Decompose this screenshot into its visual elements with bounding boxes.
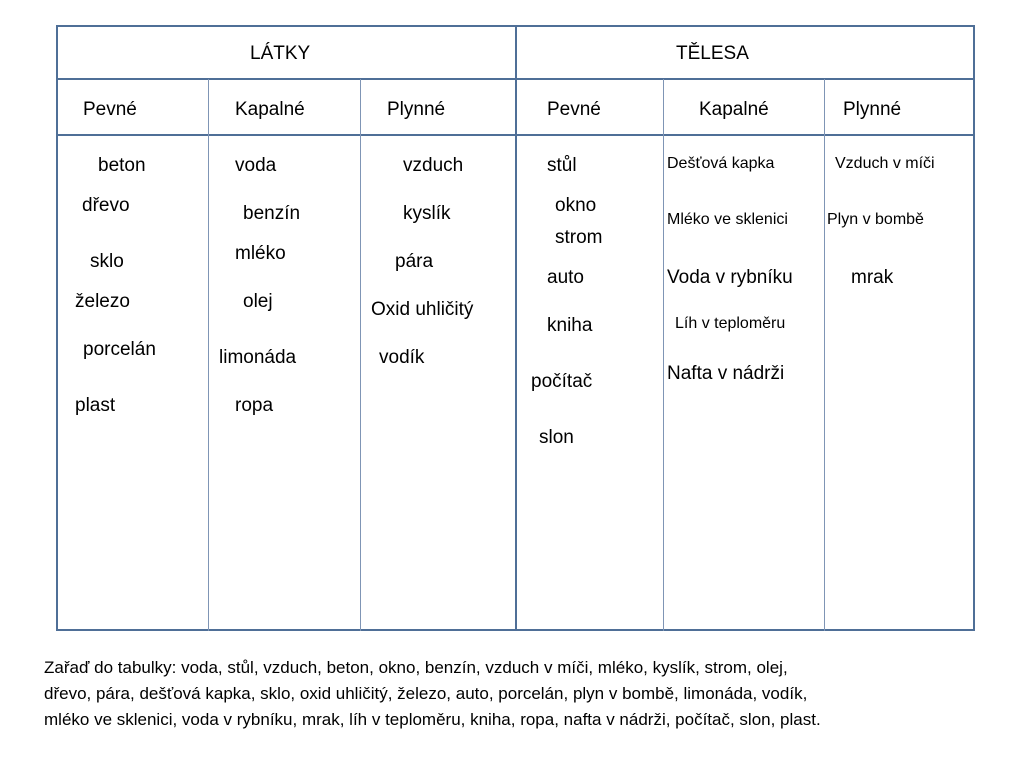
cell-latky-kapalne-item: ropa	[235, 395, 274, 416]
subheader-telesa-pevne: Pevné	[547, 99, 601, 120]
cell-telesa-kapalne-item: Líh v teploměru	[675, 315, 786, 332]
cell-telesa-kapalne-item: Mléko ve sklenici	[667, 211, 788, 228]
cell-telesa-pevne-item: stůl	[547, 155, 577, 176]
cell-latky-pevne-item: dřevo	[82, 195, 130, 216]
cell-telesa-kapalne-item: Nafta v nádrži	[667, 363, 785, 384]
table-divider-groups	[515, 25, 517, 631]
cell-telesa-kapalne-item: Dešťová kapka	[667, 155, 775, 172]
cell-latky-plynne-item: vodík	[379, 347, 425, 368]
table-divider-col4	[663, 79, 664, 631]
instructions-line: Zařaď do tabulky: voda, stůl, vzduch, beton, okno, benzín, vzduch v míči, mléko, kyslík, strom, olej,	[44, 658, 788, 677]
cell-latky-plynne-item: pára	[395, 251, 434, 272]
instructions-line: dřevo, pára, dešťová kapka, sklo, oxid uhličitý, železo, auto, porcelán, plyn v bombě, limonáda, vodík,	[44, 684, 808, 703]
cell-telesa-pevne-item: počítač	[531, 371, 593, 392]
table-divider-col2	[360, 79, 361, 631]
subheader-telesa-kapalne: Kapalné	[699, 99, 769, 120]
cell-telesa-pevne-item: okno	[555, 195, 597, 216]
instructions-text	[44, 655, 1014, 733]
cell-latky-plynne-item: Oxid uhličitý	[371, 299, 474, 320]
cell-latky-kapalne-item: olej	[243, 291, 273, 312]
cell-telesa-plynne-item: Plyn v bombě	[827, 211, 924, 228]
cell-latky-pevne-item: plast	[75, 395, 116, 416]
cell-telesa-kapalne-item: Voda v rybníku	[667, 267, 793, 288]
cell-telesa-pevne-item: kniha	[547, 315, 593, 336]
cell-latky-pevne-item: sklo	[90, 251, 124, 272]
subheader-latky-pevne: Pevné	[83, 99, 137, 120]
cell-telesa-pevne-item: strom	[555, 227, 603, 248]
cell-latky-plynne-item: kyslík	[403, 203, 451, 224]
cell-latky-pevne-item: železo	[75, 291, 130, 312]
subheader-telesa-plynne: Plynné	[843, 99, 902, 120]
cell-telesa-pevne-item: slon	[539, 427, 574, 448]
instructions-line: mléko ve sklenici, voda v rybníku, mrak, líh v teploměru, kniha, ropa, nafta v nádrži, počítač, slon, plast.	[44, 710, 821, 729]
cell-latky-pevne-item: beton	[98, 155, 146, 176]
cell-telesa-plynne-item: Vzduch v míči	[835, 155, 935, 172]
cell-telesa-pevne-item: auto	[547, 267, 584, 288]
group-header-telesa: TĚLESA	[676, 43, 749, 64]
cell-latky-kapalne-item: mléko	[235, 243, 286, 264]
table-divider-col5	[824, 79, 825, 631]
cell-latky-kapalne-item: voda	[235, 155, 277, 176]
cell-telesa-plynne-item: mrak	[851, 267, 894, 288]
cell-latky-kapalne-item: benzín	[243, 203, 301, 224]
subheader-latky-kapalne: Kapalné	[235, 99, 305, 120]
cell-latky-plynne-item: vzduch	[403, 155, 464, 176]
subheader-latky-plynne: Plynné	[387, 99, 446, 120]
group-header-latky: LÁTKY	[250, 43, 311, 64]
cell-latky-pevne-item: porcelán	[83, 339, 156, 360]
cell-latky-kapalne-item: limonáda	[219, 347, 297, 368]
table-divider-col1	[208, 79, 209, 631]
